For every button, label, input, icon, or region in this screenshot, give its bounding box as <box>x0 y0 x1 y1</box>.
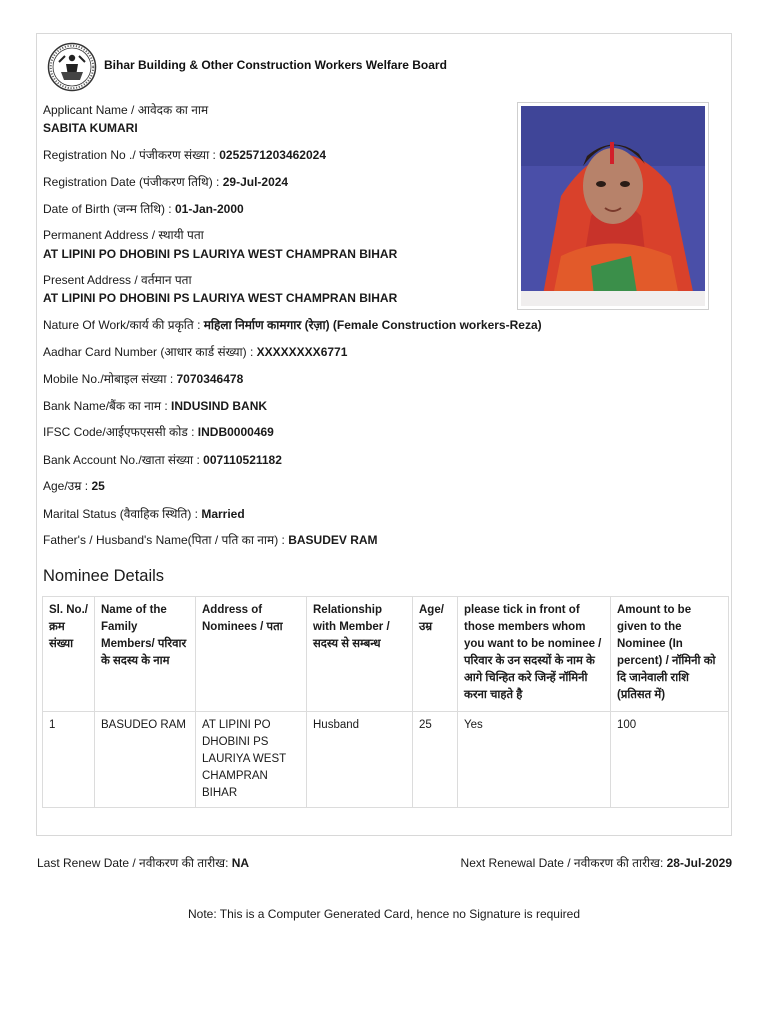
cell-relationship: Husband <box>307 712 413 808</box>
next-renew-row <box>461 854 732 871</box>
board-title: Bihar Building & Other Construction Workers Welfare Board <box>104 58 447 72</box>
nominee-table <box>42 596 729 808</box>
cell-name: BASUDEO RAM <box>95 712 196 808</box>
father-husband-value: BASUDEV RAM <box>288 533 378 547</box>
account-row <box>43 452 282 468</box>
registration-date-row <box>43 174 288 190</box>
age-label: Age/उम्र : <box>43 479 92 493</box>
applicant-name-value <box>43 120 138 136</box>
aadhar-row <box>43 344 347 360</box>
marital-row <box>43 506 245 522</box>
nominee-header-row <box>43 597 729 712</box>
bank-name-row <box>43 398 267 414</box>
mobile-row <box>43 371 243 387</box>
last-renew-label: Last Renew Date / नवीकरण की तारीख: <box>37 856 232 870</box>
header-address: Address of Nominees / पता <box>196 597 307 712</box>
ifsc-label: IFSC Code/आईएफएससी कोड : <box>43 425 198 439</box>
cell-age: 25 <box>413 712 458 808</box>
ifsc-value: INDB0000469 <box>197 425 274 439</box>
table-row <box>43 712 729 808</box>
dob-value: 01-Jan-2000 <box>174 202 244 216</box>
cell-amount: 100 <box>611 712 729 808</box>
applicant-photo-image <box>521 106 705 306</box>
applicant-name-label: Applicant Name / आवेदक का नाम <box>43 103 209 117</box>
registration-date-value: 29-Jul-2024 <box>222 175 289 189</box>
next-renew-label: Next Renewal Date / नवीकरण की तारीख: <box>460 856 667 870</box>
present-address-value: AT LIPINI PO DHOBINI PS LAURIYA WEST CHAMPRAN BIHAR <box>43 291 398 305</box>
mobile-label: Mobile No./मोबाइल संख्या : <box>43 372 177 386</box>
nominee-section-title: Nominee Details <box>43 567 165 585</box>
mobile-value: 7070346478 <box>176 372 244 386</box>
nature-of-work-row <box>43 317 542 333</box>
account-label: Bank Account No./खाता संख्या : <box>43 453 204 467</box>
applicant-photo <box>517 102 709 310</box>
ifsc-row <box>43 424 274 440</box>
next-renew-value: 28-Jul-2029 <box>666 856 732 870</box>
cell-tick: Yes <box>458 712 611 808</box>
age-value: 25 <box>91 479 105 493</box>
worker-card <box>36 33 732 836</box>
applicant-name: SABITA KUMARI <box>43 121 138 135</box>
header-amount: Amount to be given to the Nominee (In percent) / नॉमिनी को दि जानेवाली राशि (प्रतिसत में) <box>611 597 729 712</box>
father-husband-label: Father's / Husband's Name(पिता / पति का नाम) : <box>43 533 289 547</box>
aadhar-label: Aadhar Card Number (आधार कार्ड संख्या) : <box>43 345 257 359</box>
last-renew-value: NA <box>231 856 250 870</box>
computer-generated-note: Note: This is a Computer Generated Card, hence no Signature is required <box>188 907 580 921</box>
header-tick: please tick in front of those members whom you want to be nominee / परिवार के उन सदस्यों के नाम के आगे चिन्हित करे जिन्हें नॉमिनी करना चाहते है <box>458 597 611 712</box>
nature-of-work-value: महिला निर्माण कामगार (रेज़ा) (Female Construction workers-Reza) <box>203 318 542 332</box>
dob-row <box>43 201 244 217</box>
bank-name-value: INDUSIND BANK <box>171 399 268 413</box>
registration-no-value: 0252571203462024 <box>219 148 326 162</box>
permanent-address-row <box>43 246 397 262</box>
aadhar-value: XXXXXXXX6771 <box>256 345 348 359</box>
registration-no-label: Registration No ./ पंजीकरण संख्या : <box>43 148 220 162</box>
permanent-address-value: AT LIPINI PO DHOBINI PS LAURIYA WEST CHAMPRAN BIHAR <box>43 247 398 261</box>
present-address-row <box>43 290 397 306</box>
registration-no-row <box>43 147 326 163</box>
age-row <box>43 478 105 494</box>
cell-address: AT LIPINI PO DHOBINI PS LAURIYA WEST CHAMPRAN BIHAR <box>196 712 307 808</box>
last-renew-row <box>37 854 249 871</box>
cell-sl-no: 1 <box>43 712 95 808</box>
header-sl-no: Sl. No./ क्रम संख्या <box>43 597 95 712</box>
present-address-label: Present Address / वर्तमान पता <box>43 273 192 287</box>
dob-label: Date of Birth (जन्म तिथि) : <box>43 202 175 216</box>
registration-date-label: Registration Date (पंजीकरण तिथि) : <box>43 175 223 189</box>
header-name: Name of the Family Members/ परिवार के सदस्य के नाम <box>95 597 196 712</box>
marital-value: Married <box>201 507 245 521</box>
header-relationship: Relationship with Member / सदस्य से सम्बन्ध <box>307 597 413 712</box>
account-value: 007110521182 <box>203 453 282 467</box>
header-age: Age/ उम्र <box>413 597 458 712</box>
bank-name-label: Bank Name/बैंक का नाम : <box>43 399 172 413</box>
board-logo-icon <box>47 42 97 92</box>
permanent-address-label: Permanent Address / स्थायी पता <box>43 228 204 242</box>
nature-of-work-label: Nature Of Work/कार्य की प्रकृति : <box>43 318 204 332</box>
marital-label: Marital Status (वैवाहिक स्थिति) : <box>43 507 202 521</box>
father-husband-row <box>43 532 378 548</box>
